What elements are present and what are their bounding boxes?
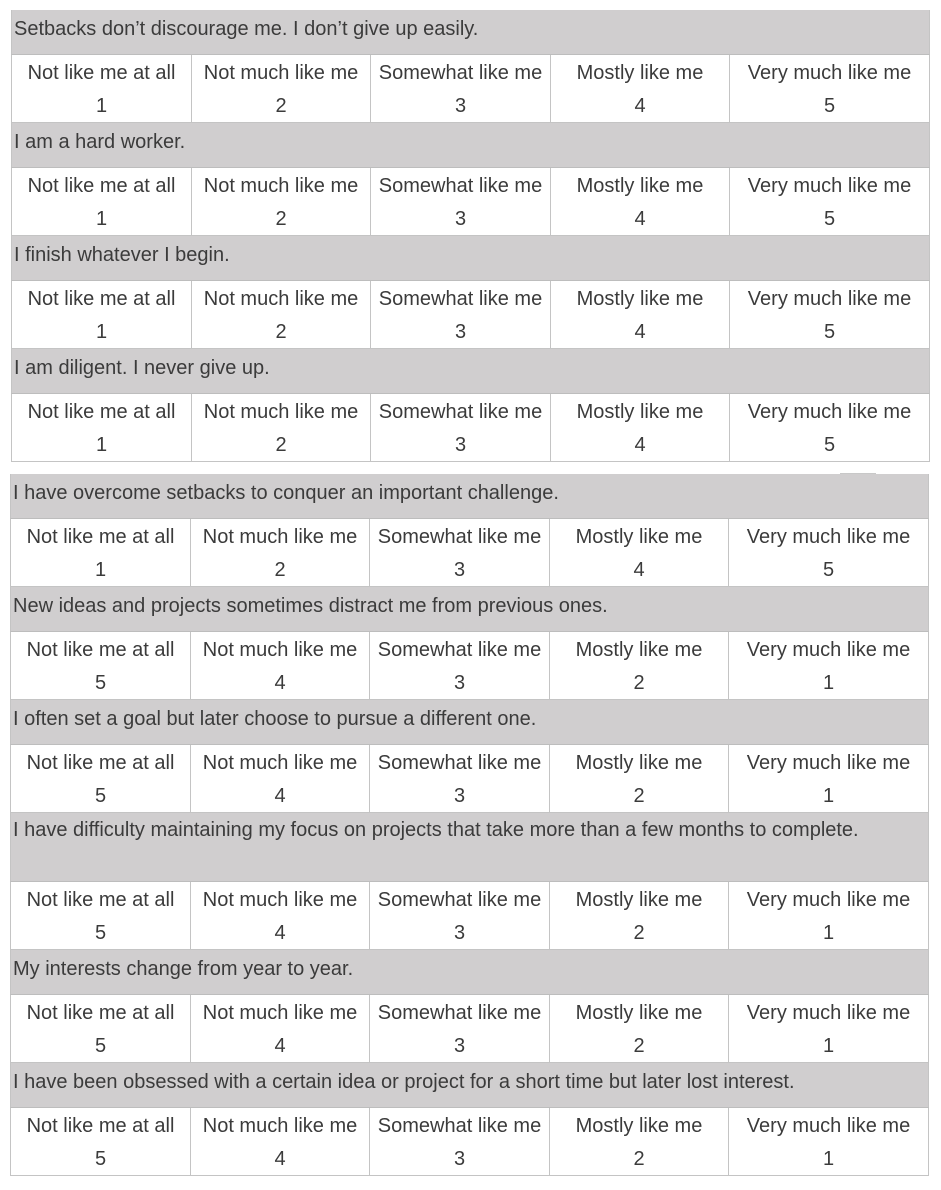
option-score: 5 (823, 95, 836, 117)
option-label: Somewhat like me (377, 752, 542, 774)
answer-option[interactable] (12, 394, 192, 461)
option-label: Not much like me (202, 1002, 358, 1024)
answer-options-row (11, 393, 930, 462)
question-text: My interests change from year to year. (10, 950, 929, 994)
answer-option[interactable] (550, 882, 729, 949)
answer-option[interactable] (192, 281, 371, 348)
option-score: 2 (633, 672, 645, 694)
option-label: Not much like me (202, 889, 358, 911)
option-label: Very much like me (747, 62, 912, 84)
answer-option[interactable] (729, 632, 928, 699)
answer-option[interactable] (370, 882, 550, 949)
option-label: Somewhat like me (377, 639, 542, 661)
option-score: 4 (634, 208, 646, 230)
answer-option[interactable] (550, 995, 729, 1062)
answer-option[interactable] (370, 519, 550, 586)
option-label: Mostly like me (575, 1115, 703, 1137)
answer-option[interactable] (551, 168, 730, 235)
answer-option[interactable] (11, 632, 191, 699)
option-score: 2 (275, 321, 287, 343)
question-text: I often set a goal but later choose to pursue a different one. (10, 700, 929, 744)
option-score: 5 (94, 1035, 107, 1057)
answer-option[interactable] (551, 55, 730, 122)
option-score: 4 (274, 785, 286, 807)
option-score: 1 (822, 672, 835, 694)
answer-option[interactable] (370, 745, 550, 812)
answer-option[interactable] (11, 745, 191, 812)
answer-option[interactable] (192, 394, 371, 461)
option-score: 4 (634, 95, 646, 117)
option-label: Mostly like me (576, 288, 704, 310)
option-score: 3 (453, 922, 466, 944)
option-score: 3 (453, 559, 466, 581)
answer-option[interactable] (729, 745, 928, 812)
option-label: Mostly like me (575, 526, 703, 548)
option-score: 5 (94, 672, 107, 694)
question-text: I finish whatever I begin. (11, 236, 930, 280)
answer-options-row (10, 881, 929, 950)
answer-option[interactable] (550, 745, 729, 812)
option-score: 2 (274, 559, 286, 581)
option-label: Not like me at all (27, 401, 176, 423)
option-label: Not like me at all (26, 752, 175, 774)
option-label: Not much like me (203, 401, 359, 423)
answer-option[interactable] (551, 394, 730, 461)
option-label: Very much like me (747, 288, 912, 310)
option-score: 1 (822, 1035, 835, 1057)
answer-options-row (10, 518, 929, 587)
option-label: Not like me at all (26, 639, 175, 661)
option-label: Somewhat like me (378, 401, 543, 423)
answer-option[interactable] (11, 882, 191, 949)
question-text: Setbacks don’t discourage me. I don’t give up easily. (11, 10, 930, 54)
option-label: Not much like me (203, 288, 359, 310)
option-label: Not like me at all (27, 175, 176, 197)
option-score: 4 (274, 922, 286, 944)
answer-options-row (11, 167, 930, 236)
answer-option[interactable] (371, 394, 551, 461)
answer-option[interactable] (191, 882, 370, 949)
option-label: Somewhat like me (377, 526, 542, 548)
answer-option[interactable] (11, 1108, 191, 1175)
answer-option[interactable] (550, 1108, 729, 1175)
option-label: Not much like me (202, 526, 358, 548)
answer-options-row (11, 280, 930, 349)
answer-option[interactable] (191, 995, 370, 1062)
answer-option[interactable] (371, 281, 551, 348)
option-label: Not like me at all (26, 889, 175, 911)
answer-option[interactable] (730, 55, 929, 122)
option-score: 1 (822, 1148, 835, 1170)
answer-option[interactable] (192, 168, 371, 235)
answer-option[interactable] (191, 745, 370, 812)
question-text: New ideas and projects sometimes distract me from previous ones. (10, 587, 929, 631)
option-score: 2 (633, 922, 645, 944)
option-score: 5 (823, 321, 836, 343)
option-score: 3 (454, 434, 467, 456)
answer-options-row (10, 994, 929, 1063)
option-label: Very much like me (747, 401, 912, 423)
option-score: 3 (453, 1148, 466, 1170)
option-score: 2 (275, 208, 287, 230)
option-score: 3 (453, 785, 466, 807)
option-label: Mostly like me (575, 889, 703, 911)
option-score: 4 (274, 1035, 286, 1057)
answer-option[interactable] (191, 519, 370, 586)
option-score: 3 (454, 321, 467, 343)
option-score: 3 (454, 208, 467, 230)
answer-option[interactable] (192, 55, 371, 122)
option-label: Not like me at all (26, 526, 175, 548)
question-text: I have difficulty maintaining my focus on projects that take more than a few months to complete. (10, 813, 929, 881)
option-score: 2 (275, 434, 287, 456)
option-label: Not like me at all (27, 62, 176, 84)
option-label: Not much like me (202, 752, 358, 774)
answer-option[interactable] (370, 632, 550, 699)
option-label: Not much like me (203, 62, 359, 84)
option-label: Not much like me (202, 639, 358, 661)
option-score: 5 (823, 208, 836, 230)
answer-option[interactable] (191, 632, 370, 699)
option-label: Very much like me (746, 752, 911, 774)
option-score: 2 (633, 785, 645, 807)
answer-option[interactable] (12, 168, 192, 235)
answer-option[interactable] (370, 995, 550, 1062)
option-label: Not like me at all (27, 288, 176, 310)
answer-option[interactable] (371, 55, 551, 122)
answer-options-row (10, 1107, 929, 1176)
answer-options-row (10, 631, 929, 700)
answer-options-row (11, 54, 930, 123)
answer-option[interactable] (551, 281, 730, 348)
option-label: Somewhat like me (378, 288, 543, 310)
option-score: 3 (453, 672, 466, 694)
option-score: 1 (95, 434, 108, 456)
option-score: 4 (634, 321, 646, 343)
option-score: 4 (274, 1148, 286, 1170)
question-text: I have been obsessed with a certain idea or project for a short time but later lost interest. (10, 1063, 929, 1107)
option-label: Mostly like me (576, 62, 704, 84)
answer-option[interactable] (371, 168, 551, 235)
answer-option[interactable] (11, 519, 191, 586)
option-score: 5 (94, 922, 107, 944)
option-score: 1 (95, 321, 108, 343)
option-label: Somewhat like me (377, 1002, 542, 1024)
option-label: Somewhat like me (378, 62, 543, 84)
question-text: I am diligent. I never give up. (11, 349, 930, 393)
option-score: 1 (822, 785, 835, 807)
option-score: 3 (453, 1035, 466, 1057)
answer-option[interactable] (12, 281, 192, 348)
option-score: 5 (823, 434, 836, 456)
option-label: Mostly like me (575, 1002, 703, 1024)
option-label: Very much like me (746, 639, 911, 661)
option-score: 2 (633, 1035, 645, 1057)
option-score: 3 (454, 95, 467, 117)
questionnaire-table-1 (11, 10, 930, 462)
question-text: I am a hard worker. (11, 123, 930, 167)
answer-option[interactable] (12, 55, 192, 122)
answer-option[interactable] (550, 632, 729, 699)
answer-option[interactable] (729, 1108, 928, 1175)
option-label: Not like me at all (26, 1115, 175, 1137)
option-label: Not much like me (203, 175, 359, 197)
option-label: Mostly like me (575, 752, 703, 774)
option-score: 2 (633, 1148, 645, 1170)
option-score: 5 (822, 559, 835, 581)
answer-options-row (10, 744, 929, 813)
answer-option[interactable] (730, 281, 929, 348)
answer-option[interactable] (730, 168, 929, 235)
option-label: Very much like me (747, 175, 912, 197)
question-text: I have overcome setbacks to conquer an important challenge. (10, 474, 929, 518)
option-label: Mostly like me (576, 175, 704, 197)
option-label: Very much like me (746, 1002, 911, 1024)
answer-option[interactable] (729, 519, 928, 586)
option-label: Mostly like me (576, 401, 704, 423)
option-score: 5 (94, 1148, 107, 1170)
option-score: 1 (95, 95, 108, 117)
answer-option[interactable] (550, 519, 729, 586)
option-label: Somewhat like me (378, 175, 543, 197)
option-score: 4 (274, 672, 286, 694)
option-label: Very much like me (746, 526, 911, 548)
option-label: Not much like me (202, 1115, 358, 1137)
option-score: 4 (633, 559, 645, 581)
option-label: Very much like me (746, 889, 911, 911)
option-score: 4 (634, 434, 646, 456)
option-label: Mostly like me (575, 639, 703, 661)
answer-option[interactable] (730, 394, 929, 461)
answer-option[interactable] (729, 995, 928, 1062)
answer-option[interactable] (191, 1108, 370, 1175)
option-score: 1 (95, 208, 108, 230)
option-score: 1 (94, 559, 107, 581)
option-score: 1 (822, 922, 835, 944)
option-label: Somewhat like me (377, 889, 542, 911)
answer-option[interactable] (11, 995, 191, 1062)
option-label: Not like me at all (26, 1002, 175, 1024)
option-score: 2 (275, 95, 287, 117)
option-score: 5 (94, 785, 107, 807)
questionnaire-table-2 (10, 474, 929, 1176)
option-label: Somewhat like me (377, 1115, 542, 1137)
answer-option[interactable] (370, 1108, 550, 1175)
option-label: Very much like me (746, 1115, 911, 1137)
answer-option[interactable] (729, 882, 928, 949)
